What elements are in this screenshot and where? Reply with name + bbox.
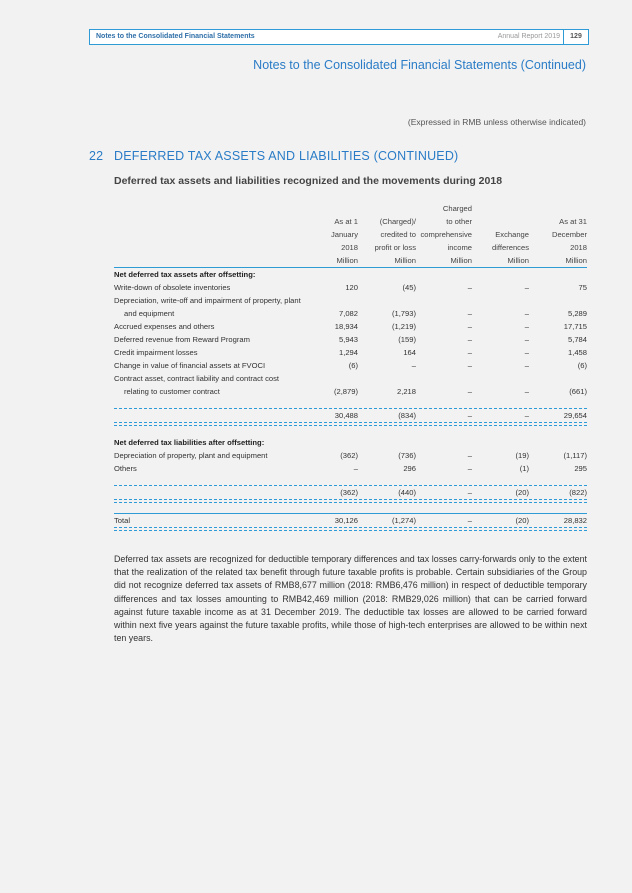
table-header-row: [114, 241, 587, 254]
table-cell: 120: [345, 283, 358, 292]
table-cell: –: [524, 348, 529, 357]
table-cell: Million: [336, 256, 358, 265]
row-label: Net deferred tax liabilities after offsetting:: [114, 438, 265, 447]
table-cell: –: [467, 451, 472, 460]
table-row: [114, 346, 587, 359]
table-cell: (6): [577, 361, 587, 370]
note-paragraph: Deferred tax assets are recognized for deductible temporary differences and tax losses carry-forwards only to the extent that the realization of the related tax benefit through future taxable profits is probable. Certain subsidiaries of the Group did not recognize deferred tax assets of RMB8,677 million (2018: RMB6,476 million) in respect of deductible temporary differences and tax losses amounting to RMB42,469 million (2018: RMB29,026 million) that can be carried forward against future taxable income as at 31 December 2019. The deductible tax losses are allowed to be carried forward within next five years against the future taxable profits, while those of high-tech enterprises are allowed to be within next ten years.: [114, 554, 587, 644]
table-header-row: [114, 202, 587, 215]
table-cell: (19): [515, 451, 529, 460]
table-cell: –: [467, 488, 472, 497]
table-cell: (362): [340, 451, 358, 460]
table-cell: –: [524, 361, 529, 370]
table-cell: (661): [569, 387, 587, 396]
assets-subtotal-row: [114, 409, 587, 422]
spacer: [114, 475, 587, 485]
table-cell: –: [524, 309, 529, 318]
table-cell: –: [467, 322, 472, 331]
table-cell: profit or loss: [374, 243, 416, 252]
table-cell: –: [467, 411, 472, 420]
table-row: [114, 359, 587, 372]
table-cell: –: [524, 387, 529, 396]
row-label: Depreciation of property, plant and equipment: [114, 451, 268, 460]
table-cell: 295: [574, 464, 587, 473]
section-heading: [89, 149, 458, 163]
deferred-tax-table: [114, 202, 587, 531]
table-cell: 5,289: [567, 309, 587, 318]
table-cell: differences: [491, 243, 529, 252]
table-cell: As at 31: [559, 217, 587, 226]
page-number: 129: [563, 30, 588, 44]
table-cell: (45): [402, 283, 416, 292]
header-section-title: Notes to the Consolidated Financial Statements: [96, 33, 255, 40]
table-cell: 2018: [341, 243, 358, 252]
table-cell: –: [467, 516, 472, 525]
spacer: [114, 503, 587, 513]
subtotal-double-rule: [114, 499, 587, 503]
table-cell: 18,934: [334, 322, 358, 331]
table-cell: (1): [519, 464, 529, 473]
table-cell: 30,126: [334, 516, 358, 525]
table-cell: 30,488: [334, 411, 358, 420]
assets-heading: [114, 268, 587, 281]
row-label: Total: [114, 516, 131, 525]
table-cell: (822): [569, 488, 587, 497]
table-cell: income: [447, 243, 472, 252]
table-cell: (362): [340, 488, 358, 497]
table-header-row: [114, 228, 587, 241]
table-cell: –: [467, 361, 472, 370]
table-cell: –: [467, 464, 472, 473]
row-label: Depreciation, write-off and impairment of property, plant: [114, 296, 301, 305]
table-cell: Million: [394, 256, 416, 265]
table-cell: –: [467, 309, 472, 318]
spacer: [114, 398, 587, 408]
row-label: Deferred revenue from Reward Program: [114, 335, 250, 344]
table-cell: –: [524, 335, 529, 344]
table-row: [114, 462, 587, 475]
table-cell: to other: [446, 217, 472, 226]
table-cell: –: [524, 411, 529, 420]
table-cell: –: [467, 387, 472, 396]
table-row: [114, 307, 587, 320]
row-label: Others: [114, 464, 137, 473]
table-row: [114, 385, 587, 398]
table-cell: –: [467, 335, 472, 344]
table-cell: 5,943: [338, 335, 358, 344]
table-cell: 164: [403, 348, 416, 357]
liabilities-heading: [114, 436, 587, 449]
total-double-rule: [114, 527, 587, 531]
table-cell: (20): [515, 488, 529, 497]
table-cell: –: [411, 361, 416, 370]
table-cell: –: [524, 322, 529, 331]
table-cell: (1,117): [563, 451, 587, 460]
table-header-row: [114, 215, 587, 228]
table-cell: Million: [450, 256, 472, 265]
table-cell: 75: [578, 283, 587, 292]
table-cell: (1,274): [391, 516, 416, 525]
row-label: Accrued expenses and others: [114, 322, 215, 331]
table-cell: (1,793): [391, 309, 416, 318]
table-cell: credited to: [380, 230, 416, 239]
table-cell: December: [551, 230, 587, 239]
row-label: Credit impairment losses: [114, 348, 198, 357]
table-row: [114, 320, 587, 333]
section-title: DEFERRED TAX ASSETS AND LIABILITIES (CONTINUED): [114, 149, 459, 163]
table-cell: As at 1: [334, 217, 358, 226]
liabilities-subtotal-row: [114, 486, 587, 499]
table-cell: Million: [507, 256, 529, 265]
table-cell: –: [467, 348, 472, 357]
page-title: Notes to the Consolidated Financial Statements (Continued): [253, 58, 586, 72]
table-cell: (1,219): [391, 322, 416, 331]
table-cell: January: [330, 230, 358, 239]
spacer: [114, 426, 587, 436]
grand-total-row: [114, 514, 587, 527]
row-label: relating to customer contract: [124, 387, 220, 396]
header-report-name: Annual Report 2019: [497, 33, 560, 40]
table-row: [114, 294, 587, 307]
table-header-row: [114, 254, 587, 267]
table-cell: (6): [348, 361, 358, 370]
subtotal-double-rule: [114, 422, 587, 426]
table-row: [114, 333, 587, 346]
table-cell: Exchange: [495, 230, 529, 239]
table-cell: (Charged)/: [379, 217, 416, 226]
table-cell: 7,082: [338, 309, 358, 318]
table-subtitle: Deferred tax assets and liabilities recognized and the movements during 2018: [114, 175, 503, 187]
table-cell: (736): [398, 451, 416, 460]
table-cell: (440): [398, 488, 416, 497]
table-cell: –: [467, 283, 472, 292]
table-cell: 28,832: [563, 516, 587, 525]
table-cell: 17,715: [563, 322, 587, 331]
table-cell: (2,879): [333, 387, 358, 396]
table-cell: 1,458: [567, 348, 587, 357]
currency-note: (Expressed in RMB unless otherwise indicated): [407, 117, 586, 127]
table-row: [114, 281, 587, 294]
table-cell: comprehensive: [420, 230, 472, 239]
table-cell: (20): [515, 516, 529, 525]
row-label: Net deferred tax assets after offsetting:: [114, 270, 256, 279]
table-cell: (159): [398, 335, 416, 344]
row-label: Contract asset, contract liability and contract cost: [114, 374, 280, 383]
table-cell: –: [524, 283, 529, 292]
table-cell: (834): [398, 411, 416, 420]
table-cell: Million: [565, 256, 587, 265]
table-cell: 1,294: [338, 348, 358, 357]
table-cell: 2,218: [396, 387, 416, 396]
row-label: Write-down of obsolete inventories: [114, 283, 231, 292]
table-row: [114, 449, 587, 462]
table-cell: 5,784: [567, 335, 587, 344]
table-row: [114, 372, 587, 385]
row-label: Change in value of financial assets at FVOCI: [114, 361, 266, 370]
row-label: and equipment: [124, 309, 175, 318]
table-cell: Charged: [442, 204, 472, 213]
table-cell: 2018: [570, 243, 587, 252]
table-cell: 29,654: [563, 411, 587, 420]
table-cell: –: [353, 464, 358, 473]
running-header: [89, 29, 589, 45]
table-cell: 296: [403, 464, 416, 473]
section-number: 22: [89, 149, 104, 163]
